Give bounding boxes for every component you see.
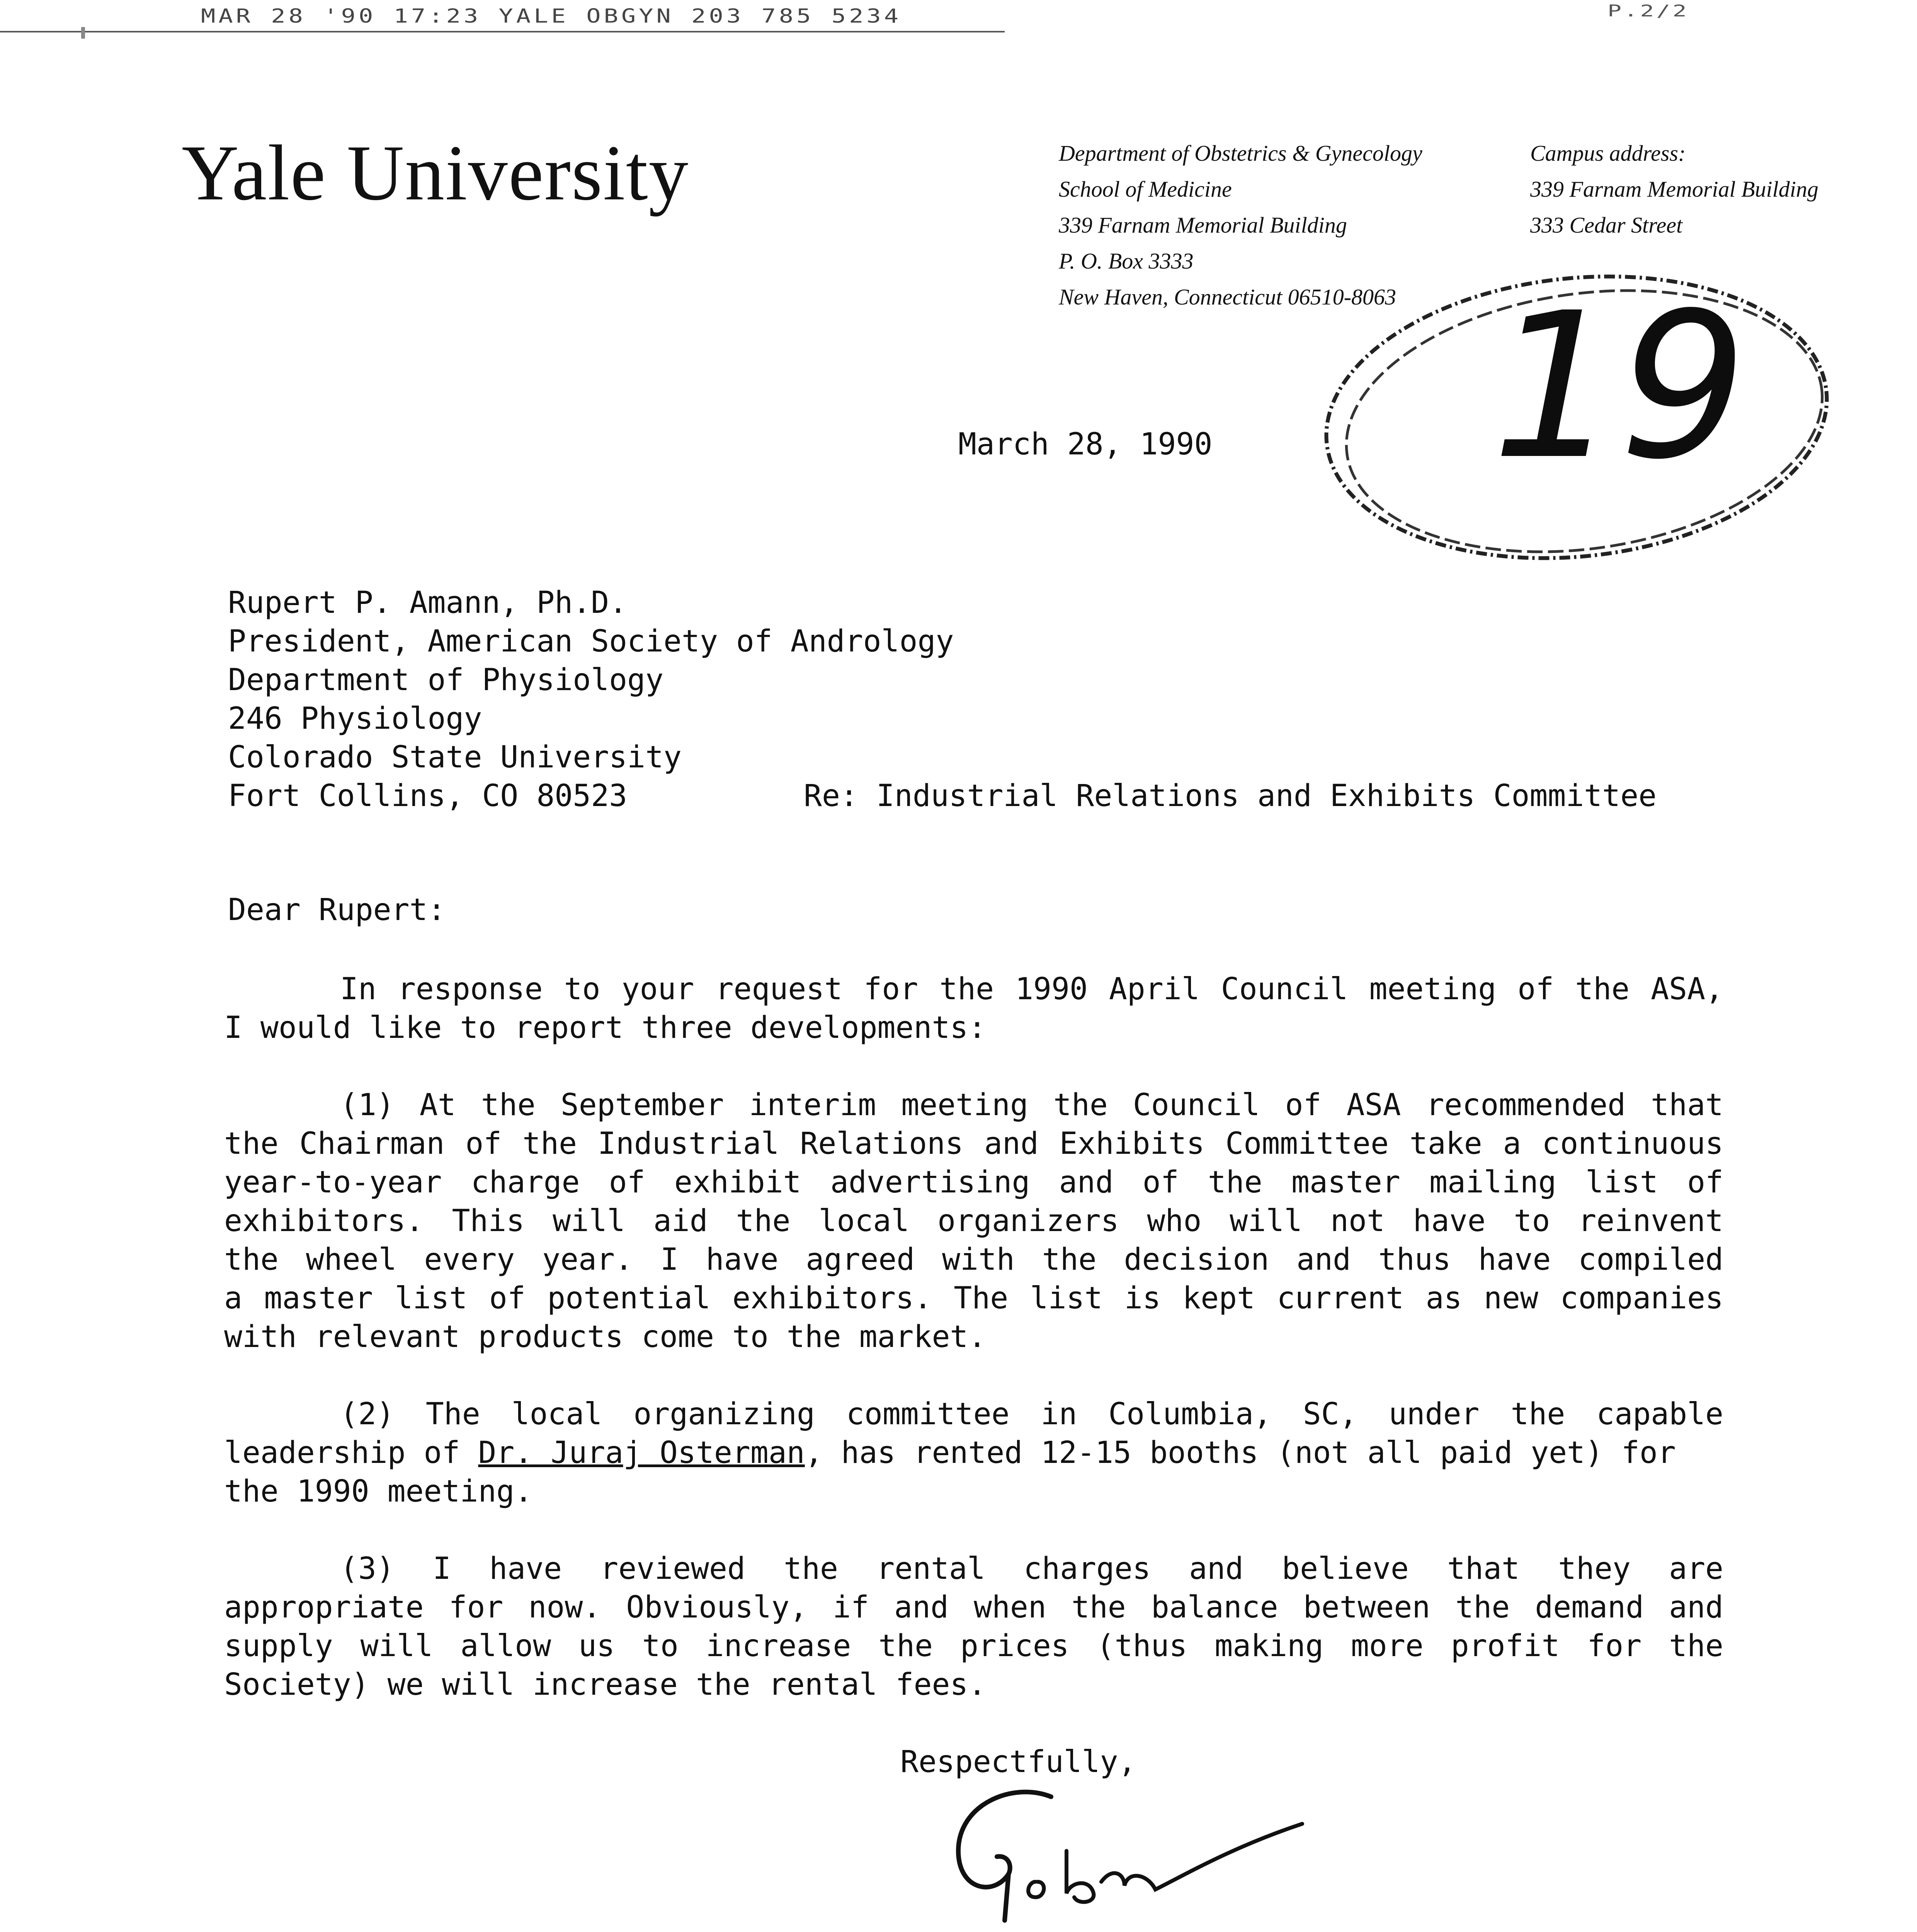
handwritten-signature <box>935 1774 1360 1932</box>
recipient-university: Colorado State University <box>228 740 682 775</box>
recipient-city: Fort Collins, CO 80523 <box>228 779 628 813</box>
city-line: New Haven, Connecticut 06510-8063 <box>1059 284 1397 310</box>
fax-header: MAR 28 '90 17:23 YALE OBGYN 203 785 5234 <box>201 5 902 27</box>
paragraph-line: In response to your request for the 1990 April Council meeting of the ASA, <box>340 972 1723 1007</box>
recipient-name: Rupert P. Amann, Ph.D. <box>228 585 628 620</box>
subject-line: Re: Industrial Relations and Exhibits Committee <box>804 779 1657 813</box>
fax-page-number: P.2/2 <box>1607 2 1689 20</box>
recipient-building: 246 Physiology <box>228 701 482 736</box>
paragraph-line: the 1990 meeting. <box>224 1474 533 1509</box>
building-line: 339 Farnam Memorial Building <box>1059 213 1347 238</box>
po-box-line: P. O. Box 3333 <box>1059 248 1194 274</box>
paragraph-line: supply will allow us to increase the prices (thus making more profit for the <box>224 1629 1723 1663</box>
item-1-paragraph <box>224 1086 1723 1356</box>
line-text: , has rented 12-15 booths (not all paid yet) for <box>805 1435 1676 1470</box>
campus-building-line: 339 Farnam Memorial Building <box>1530 177 1818 202</box>
organizer-name: Dr. Juraj Osterman <box>478 1435 805 1470</box>
recipient-title: President, American Society of Andrology <box>228 624 954 659</box>
paragraph-line: (3) I have reviewed the rental charges and believe that they are <box>340 1551 1723 1586</box>
handwritten-number-text: 19 <box>1492 269 1747 503</box>
line-text: leadership of <box>224 1435 478 1470</box>
item-2-paragraph <box>224 1395 1723 1511</box>
paragraph-line: Society) we will increase the rental fees. <box>224 1667 987 1702</box>
department-line: Department of Obstetrics & Gynecology <box>1059 141 1422 166</box>
intro-paragraph <box>224 970 1723 1047</box>
fax-header-rule <box>0 31 1005 32</box>
paragraph-line: exhibitors. This will aid the local organizers who will not have to reinvent <box>224 1204 1723 1238</box>
item-3-paragraph <box>224 1549 1723 1704</box>
recipient-department: Department of Physiology <box>228 663 664 697</box>
scan-mark <box>81 27 85 39</box>
salutation: Dear Rupert: <box>228 893 446 927</box>
paragraph-line: (1) At the September interim meeting the Council of ASA recommended that <box>340 1088 1723 1122</box>
paragraph-line: appropriate for now. Obviously, if and when the balance between the demand and <box>224 1590 1723 1625</box>
paragraph-line: year-to-year charge of exhibit advertising and of the master mailing list of <box>224 1165 1723 1200</box>
paragraph-line <box>224 1434 1723 1472</box>
letter-date: March 28, 1990 <box>958 427 1213 462</box>
paragraph-line: with relevant products come to the market. <box>224 1320 987 1354</box>
paragraph-line: the wheel every year. I have agreed with the decision and thus have compiled <box>224 1242 1723 1277</box>
school-line: School of Medicine <box>1059 177 1232 202</box>
campus-address-block <box>1530 135 1818 243</box>
closing: Respectfully, <box>900 1745 1136 1779</box>
handwritten-circled-number <box>1306 240 1866 595</box>
university-name: Yale University <box>182 129 689 217</box>
paragraph-line: I would like to report three developments: <box>224 1010 987 1045</box>
campus-address-label: Campus address: <box>1530 141 1686 166</box>
campus-street-line: 333 Cedar Street <box>1530 213 1683 238</box>
paragraph-line: a master list of potential exhibitors. The list is kept current as new companies <box>224 1281 1723 1316</box>
paragraph-line: (2) The local organizing committee in Columbia, SC, under the capable <box>340 1397 1723 1432</box>
paragraph-line: the Chairman of the Industrial Relations and Exhibits Committee take a continuous <box>224 1126 1723 1161</box>
